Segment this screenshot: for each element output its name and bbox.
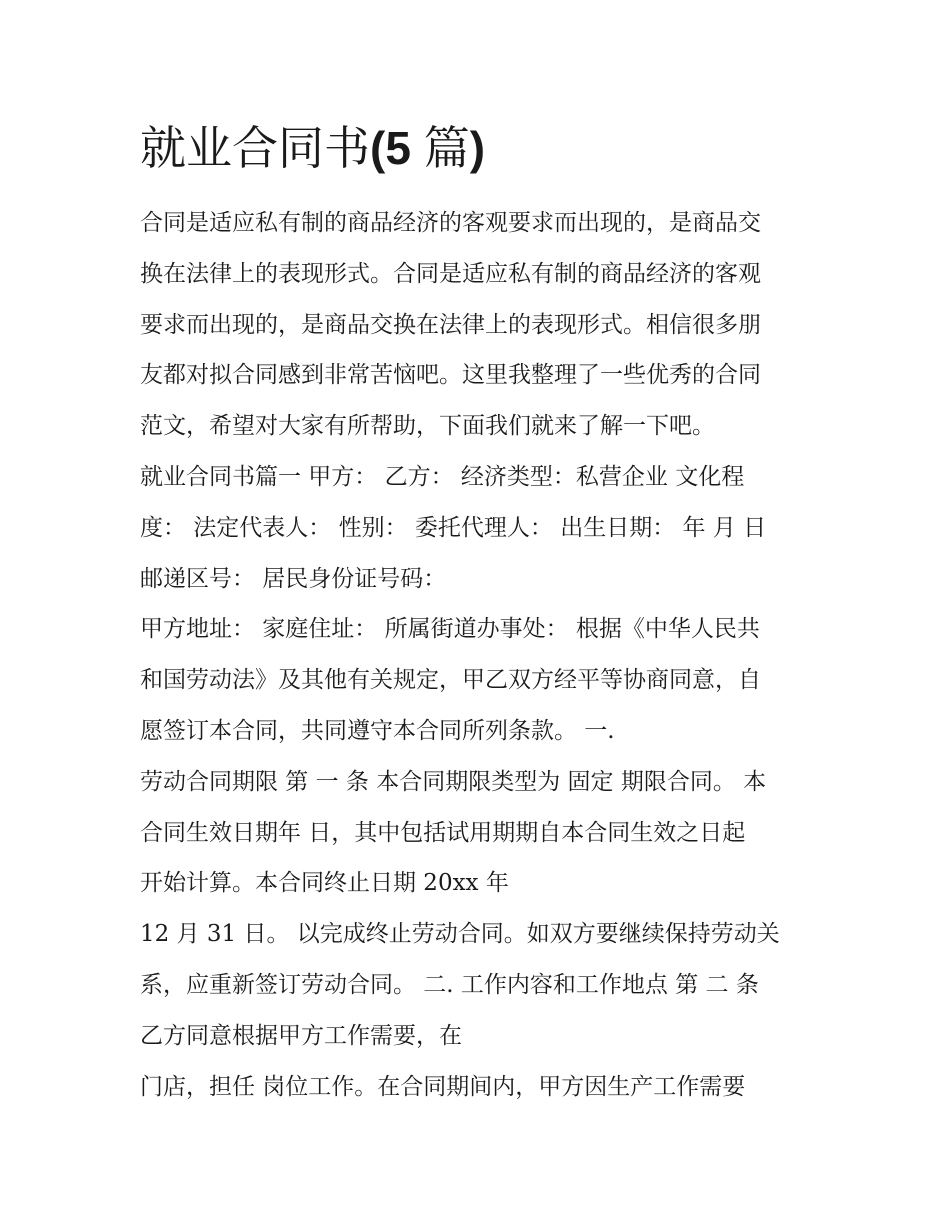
body-line: 就业合同书篇一 甲方： 乙方： 经济类型：私营企业 文化程 <box>140 463 745 490</box>
body-line: 合同生效日期年 日，其中包括试用期期自本合同生效之日起 <box>140 819 746 846</box>
body-line: 友都对拟合同感到非常苦恼吧。这里我整理了一些优秀的合同 <box>140 362 761 389</box>
body-line: 门店，担任 岗位工作。在合同期间内，甲方因生产工作需要 <box>140 1073 746 1100</box>
body-line: 要求而出现的，是商品交换在法律上的表现形式。相信很多朋 <box>140 311 761 338</box>
title-close: ) <box>469 122 486 174</box>
body-line: 系，应重新签订劳动合同。 二. 工作内容和工作地点 第 二 条 <box>140 971 759 998</box>
document-body <box>140 198 820 1112</box>
body-line: 甲方地址： 家庭住址： 所属街道办事处： 根据《中华人民共 <box>140 616 760 643</box>
title-suffix: 篇 <box>423 121 470 175</box>
body-line: 换在法律上的表现形式。合同是适应私有制的商品经济的客观 <box>140 260 761 287</box>
body-line: 开始计算。本合同终止日期 20xx 年 <box>140 870 509 897</box>
body-line: 合同是适应私有制的商品经济的客观要求而出现的，是商品交 <box>140 210 761 236</box>
body-line: 乙方同意根据甲方工作需要，在 <box>140 1022 462 1049</box>
body-line: 和国劳动法》及其他有关规定，甲乙双方经平等协商同意，自 <box>140 667 761 694</box>
body-line: 度： 法定代表人： 性别： 委托代理人： 出生日期： 年 月 日 <box>140 514 767 541</box>
body-line: 劳动合同期限 第 一 条 本合同期限类型为 固定 期限合同。 本 <box>140 768 767 795</box>
body-line: 12 月 31 日。 以完成终止劳动合同。如双方要继续保持劳动关 <box>140 921 780 948</box>
title-paren: (5 <box>370 122 424 174</box>
body-line: 愿签订本合同，共同遵守本合同所列条款。 一. <box>140 717 615 744</box>
body-line: 范文，希望对大家有所帮助，下面我们就来了解一下吧。 <box>140 413 715 440</box>
title-main: 就业合同书 <box>140 121 370 175</box>
document-title <box>140 118 485 178</box>
body-line: 邮递区号： 居民身份证号码： <box>140 565 447 592</box>
